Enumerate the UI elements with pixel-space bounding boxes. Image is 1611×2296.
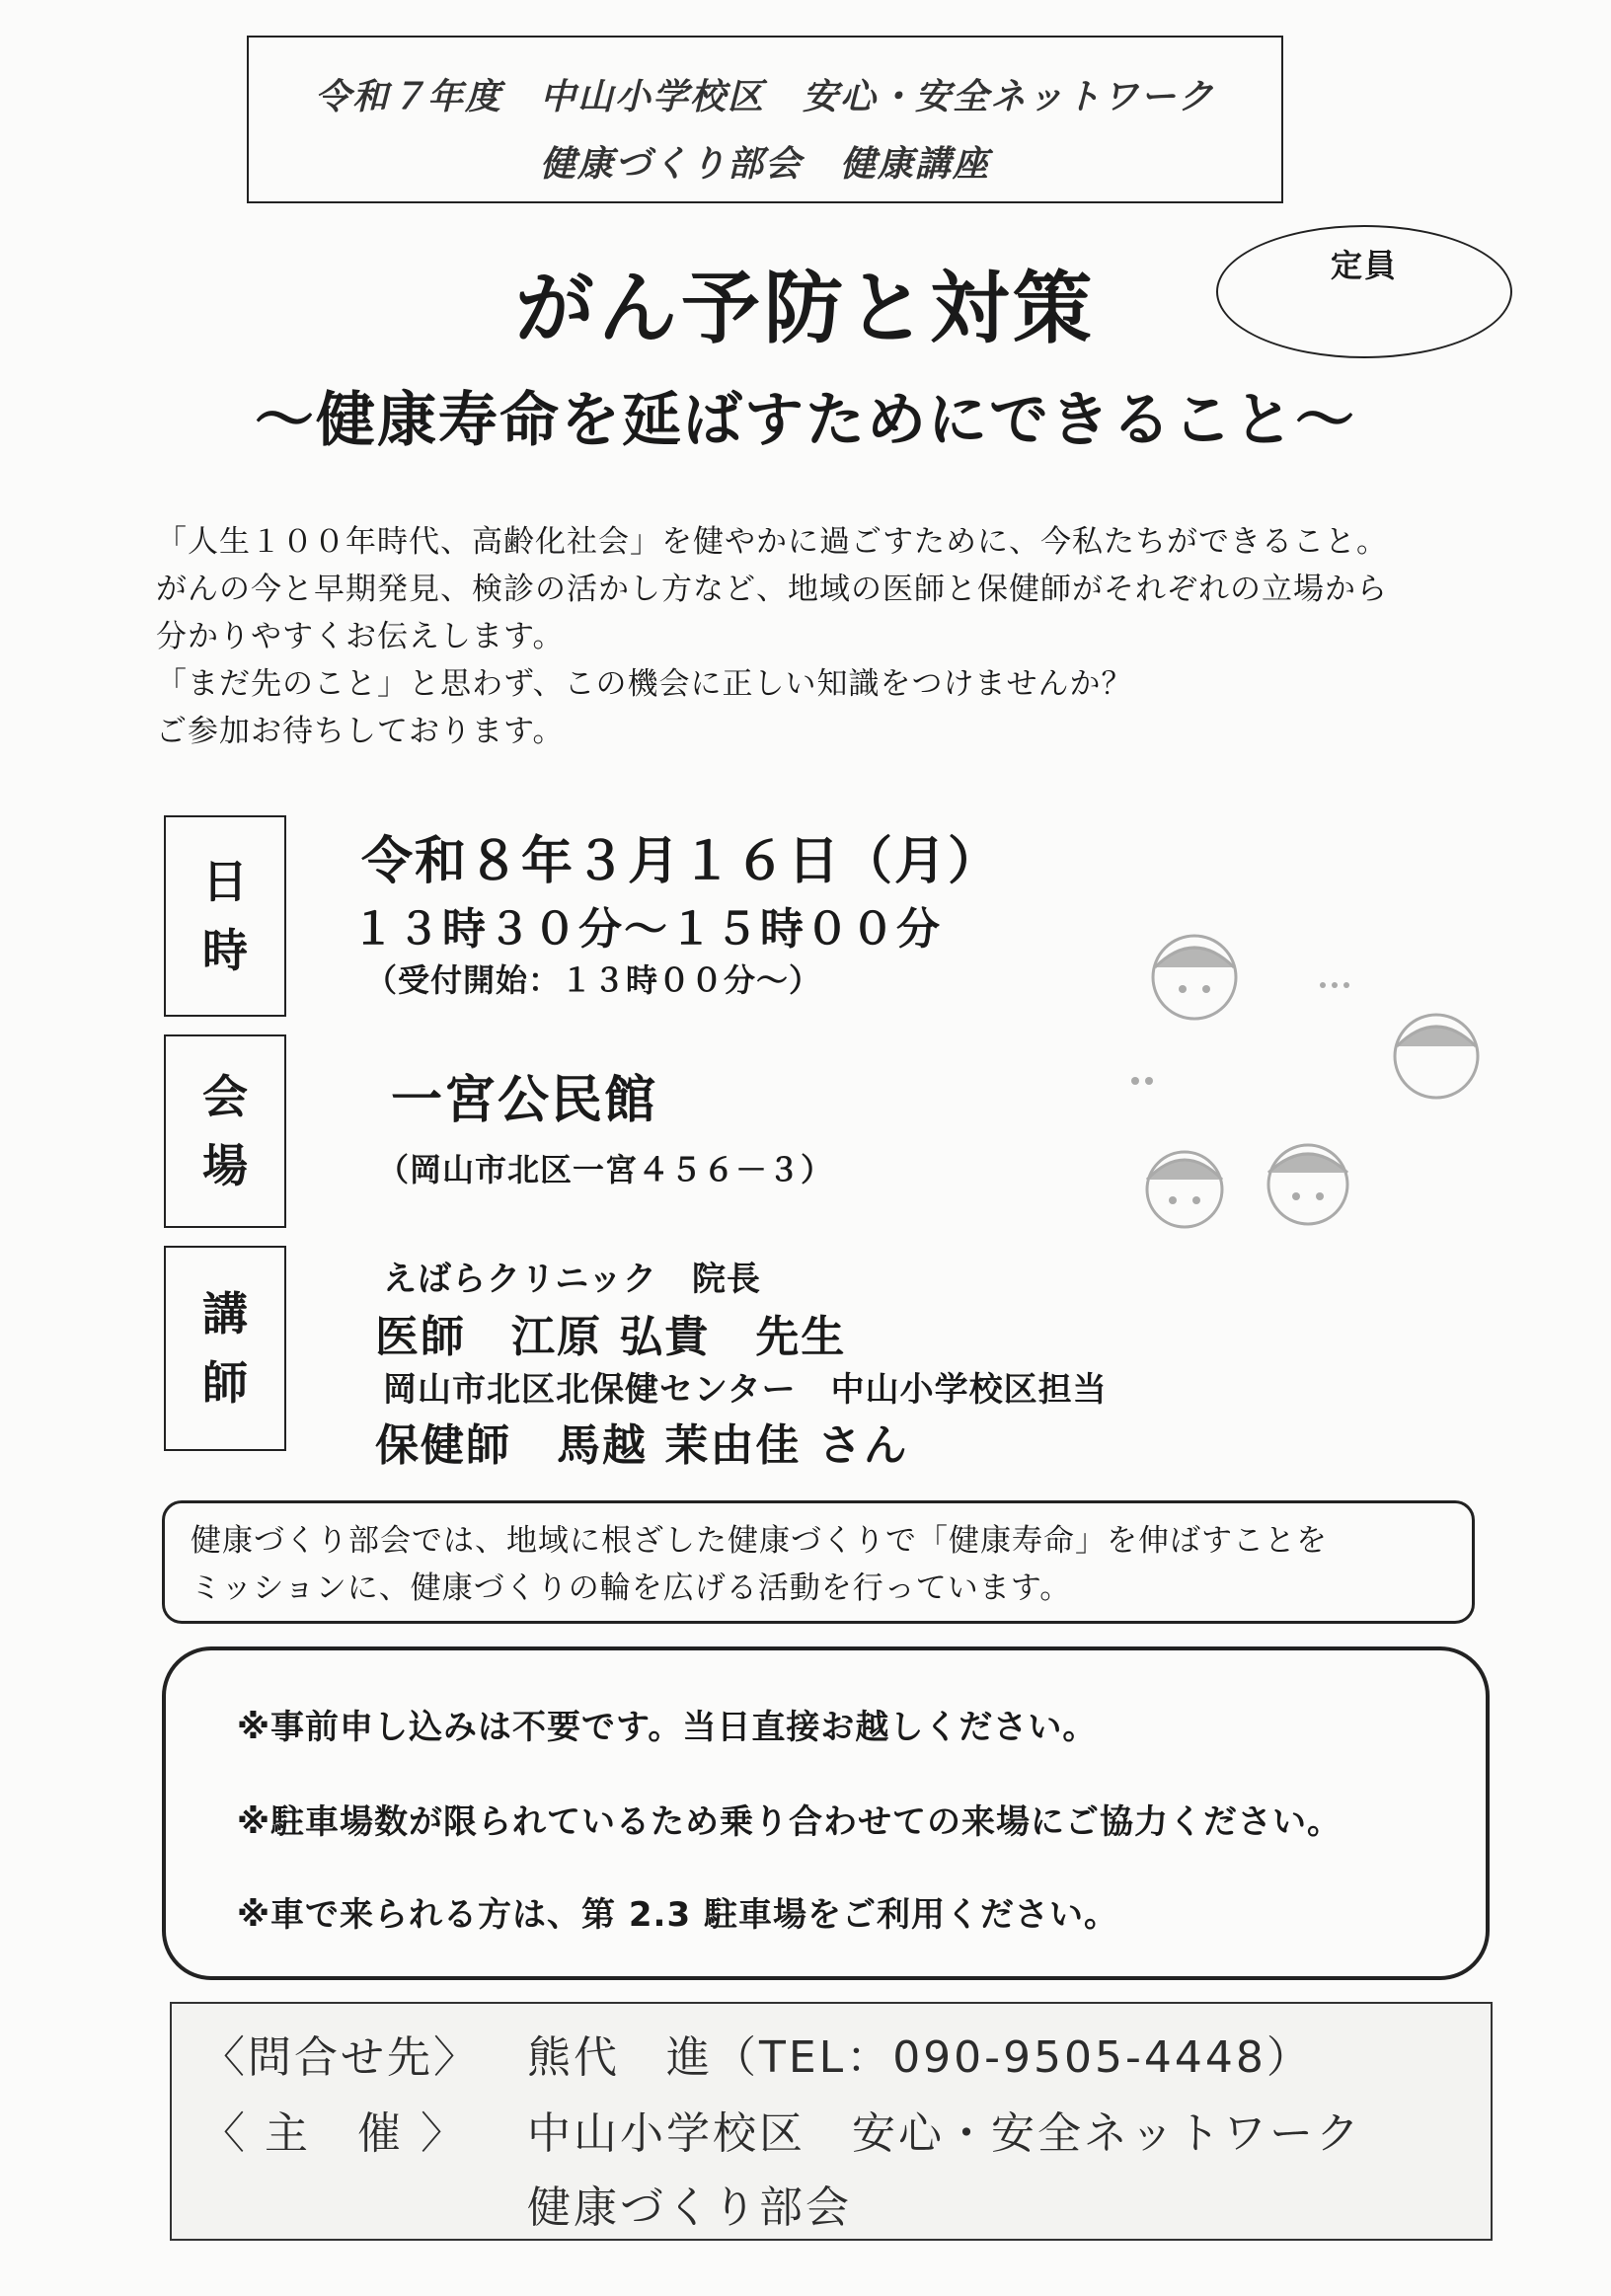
header-line-1: 令和７年度 中山小学校区 安心・安全ネットワーク [314,77,1215,117]
datetime-label-box [164,815,286,1017]
capacity-label: 定員 [1330,247,1398,284]
lecturer1-name: 医師 江原 弘貴 先生 [375,1312,847,1362]
intro-line: 「まだ先のこと」と思わず、この機会に正しい知識をつけませんか？ [156,666,1133,702]
lecturer2-name: 保健師 馬越 茉由佳 さん [375,1420,909,1471]
inquiry-value: 熊代 進（TEL：090-9505-4448） [527,2032,1313,2083]
mission-box [162,1500,1475,1624]
lecturer-label-char: 師 [202,1356,248,1410]
datetime-label-char: 時 [202,924,248,977]
datetime-label-char: 日 [202,855,248,908]
venue-label-char: 会 [202,1070,248,1123]
lecturer1-org: えばらクリニック 院長 [383,1260,761,1299]
host-value-2: 健康づくり部会 [527,2182,852,2233]
intro-line: 分かりやすくお伝えします。 [156,619,565,654]
contact-box [170,2002,1493,2241]
lecturer-label-char: 講 [202,1287,248,1340]
intro-line: 「人生１００年時代、高齢化社会」を健やかに過ごすために、今私たちができること。 [156,524,1388,560]
venue-name: 一宮公民館 [391,1071,658,1130]
mission-line: 健康づくり部会では、地域に根ざした健康づくりで「健康寿命」を伸ばすことを [191,1523,1328,1559]
reception-time: （受付開始：１３時００分～） [365,961,822,999]
venue-address: （岡山市北区一宮４５６－３） [377,1151,834,1188]
child-hair-icon [1155,948,1234,967]
children-illustration [1115,918,1530,1333]
intro-line: がんの今と早期発見、検診の活かし方など、地域の医師と保健師がそれぞれの立場から [156,572,1388,607]
inquiry-label: 〈問合せ先〉 [201,2032,480,2083]
event-date: 令和８年３月１６日（月） [361,832,1002,891]
notice-line: ※車で来られる方は、第 2.3 駐車場をご利用ください。 [237,1895,1118,1935]
page-title: がん予防と対策 [515,263,1096,354]
intro-text [156,518,1518,755]
header-line-2: 健康づくり部会 健康講座 [539,144,990,185]
host-label: 〈 主 催 〉 [201,2108,467,2159]
mission-line: ミッションに、健康づくりの輪を広げる活動を行っています。 [191,1570,1072,1606]
lecturer2-org: 岡山市北区北保健センター 中山小学校区担当 [383,1370,1108,1410]
notice-line: ※事前申し込みは不要です。当日直接お越しください。 [237,1708,1098,1747]
host-value-1: 中山小学校区 安心・安全ネットワーク [527,2108,1362,2159]
lecturer-label-box [164,1246,286,1451]
event-time: １３時３０分～１５時００分 [351,904,942,955]
venue-label-box [164,1034,286,1228]
child-hair-icon [1397,1027,1476,1046]
venue-label-char: 場 [202,1139,248,1192]
notice-line: ※駐車場数が限られているため乗り合わせての来場にご協力ください。 [237,1802,1342,1842]
page-subtitle: ～健康寿命を延ばすためにできること～ [255,386,1356,455]
intro-line: ご参加お待ちしております。 [156,714,565,749]
notice-box [162,1646,1490,1980]
header-box [247,36,1283,203]
